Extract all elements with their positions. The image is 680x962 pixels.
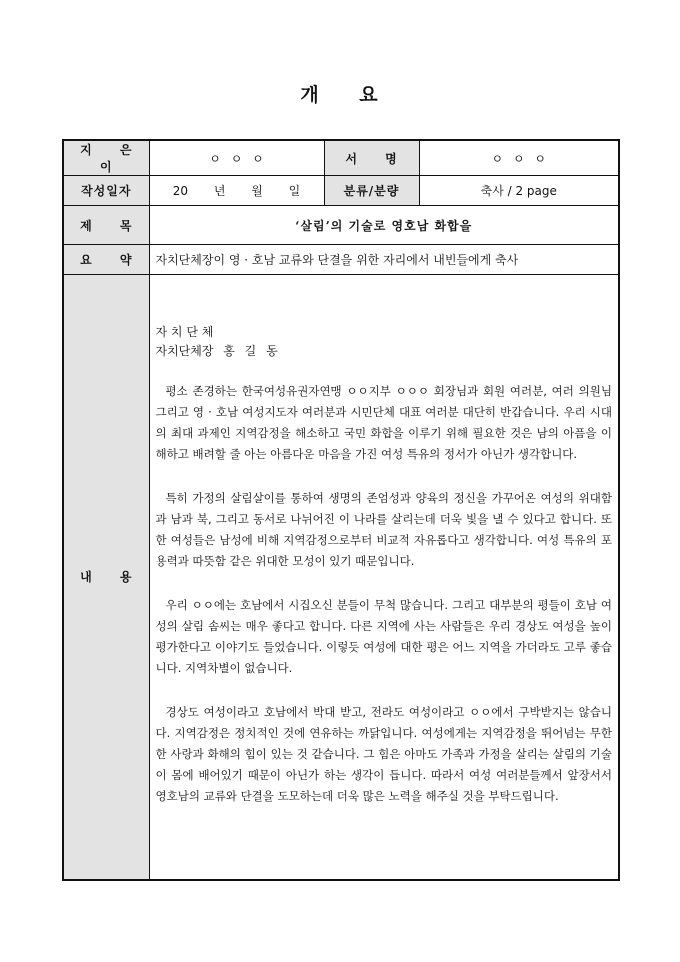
paragraph-4: 경상도 여성이라고 호남에서 박대 받고, 전라도 여성이라고 ㅇㅇ에서 구박받지는 않습니다. 지역감정은 정치적인 것에 연유하는 까닭입니다. 여성에게는 지역감정을 뛰어넘는 무한한 사랑과 화해의 힘이 있는 것 같습니다. 그 힘은 아마도 가족과 가정을 살리는 살림의 기술이 몸에 배어있기 때문이 아닌가 하는 생각이 듭니다. 따라서 여성 여러분들께서 앞장서서 영호남의 교류와 단결을 도모하는데 더욱 많은 노력을 해주실 것을 부탁드립니다. [155, 705, 612, 804]
signature-value: ㅇ ㅇ ㅇ [419, 140, 619, 176]
subject-label: 제 목 [63, 206, 149, 245]
author-value: ㅇ ㅇ ㅇ [149, 140, 324, 176]
addressee [156, 323, 613, 361]
paragraph-3: 우리 ㅇㅇ에는 호남에서 시집오신 분들이 무척 많습니다. 그리고 대부분의 평들이 호남 여성의 살림 솜씨는 매우 좋다고 합니다. 다른 지역에 사는 사람들은 우리 경상도 여성을 높이 평가한다고 이야기도 들었습니다. 이렇듯 여성에 대한 평은 어느 지역을 가더라도 고루 좋습니다. 지역차별이 없습니다. [155, 598, 612, 676]
paragraph-1: 평소 존경하는 한국여성유권자연맹 ㅇㅇ지부 ㅇㅇㅇ 회장님과 회원 여러분, 여러 의원님 그리고 영 · 호남 여성지도자 여러분과 시민단체 대표 여러분 대단히 반갑습니다. 우리 시대의 최대 과제인 지역감정을 해소하고 국민 화합을 이루기 위해 필요한 것은 남의 아픔을 이해하고 배려할 줄 아는 아름다운 마음을 가진 여성 특유의 정서가 아닌가 생각합니다. [155, 384, 612, 462]
content-cell [149, 275, 619, 880]
address-line-1: 자 치 단 체 [155, 325, 214, 340]
date-label: 작성일자 [63, 176, 149, 206]
page-title: 개 요 [300, 84, 380, 106]
category-label: 분류/분량 [324, 176, 419, 206]
author-label: 지 은 이 [63, 140, 149, 176]
summary-table [62, 139, 620, 881]
category-value: 축사 / 2 page [419, 176, 619, 206]
paragraph-2: 특히 가정의 살림살이를 통하여 생명의 존엄성과 양육의 정신을 가꾸어온 여성의 위대함과 남과 북, 그리고 동서로 나뉘어진 이 나라를 살리는데 더욱 빛을 낼 수 있다고 합니다. 또한 여성들은 남성에 비해 지역감정으로부터 비교적 자유롭다고 생각합니다. 여성 특유의 포용력과 따뜻함 같은 위대한 모성이 있기 때문입니다. [155, 491, 612, 569]
content-label: 내 용 [63, 275, 149, 880]
summary-label: 요 약 [63, 245, 149, 275]
signature-label: 서 명 [324, 140, 419, 176]
address-line-2: 자치단체장 홍 길 동 [155, 344, 278, 359]
subject-value: ‘살림’의 기술로 영호남 화합을 [149, 206, 619, 245]
summary-value: 자치단체장이 영 · 호남 교류와 단결을 위한 자리에서 내빈들에게 축사 [149, 245, 619, 275]
date-value: 20 년 월 일 [149, 176, 324, 206]
